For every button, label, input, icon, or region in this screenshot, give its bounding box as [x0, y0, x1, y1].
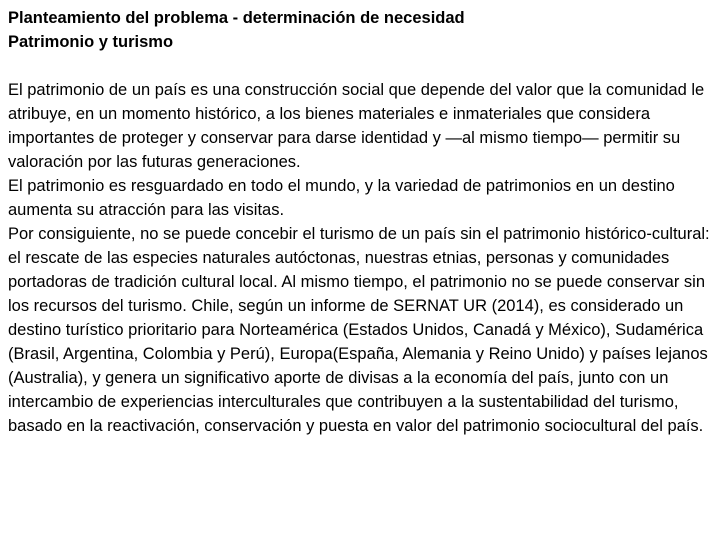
paragraph-attraction: El patrimonio es resguardado en todo el mundo, y la variedad de patrimonios en un destino aumenta su atracción para las visitas.	[8, 177, 675, 219]
paragraph-tourism-chile: Por consiguiente, no se puede concebir el turismo de un país sin el patrimonio histórico-cultural: el rescate de las especies naturales autóctonas, nuestras etnias, personas y comunidades portadoras de tradición cultural local. Al mismo tiempo, el patrimonio no se puede conservar sin los recursos del turismo. Chile, según un informe de SERNAT UR (2014), es considerado un destino turístico prioritario para Norteamérica (Estados Unidos, Canadá y México), Sudamérica (Brasil, Argentina, Colombia y Perú), Europa(España, Alemania y Reino Unido) y países lejanos (Australia), y genera un significativo aporte de divisas a la economía del país, junto con un intercambio de experiencias interculturales que contribuyen a la sustentabilidad del turismo, basado en la reactivación, conservación y puesta en valor del patrimonio sociocultural del país.	[8, 225, 710, 435]
paragraph-definition: El patrimonio de un país es una construcción social que depende del valor que la comunidad le atribuye, en un momento histórico, a los bienes materiales e inmateriales que considera importantes de proteger y conservar para darse identidad y —al mismo tiempo— permitir su valoración por las futuras generaciones.	[8, 81, 705, 171]
document-title: Planteamiento del problema - determinación de necesidad	[8, 9, 465, 27]
document-page	[8, 6, 714, 438]
blank-line	[8, 54, 714, 78]
document-subtitle: Patrimonio y turismo	[8, 33, 174, 51]
